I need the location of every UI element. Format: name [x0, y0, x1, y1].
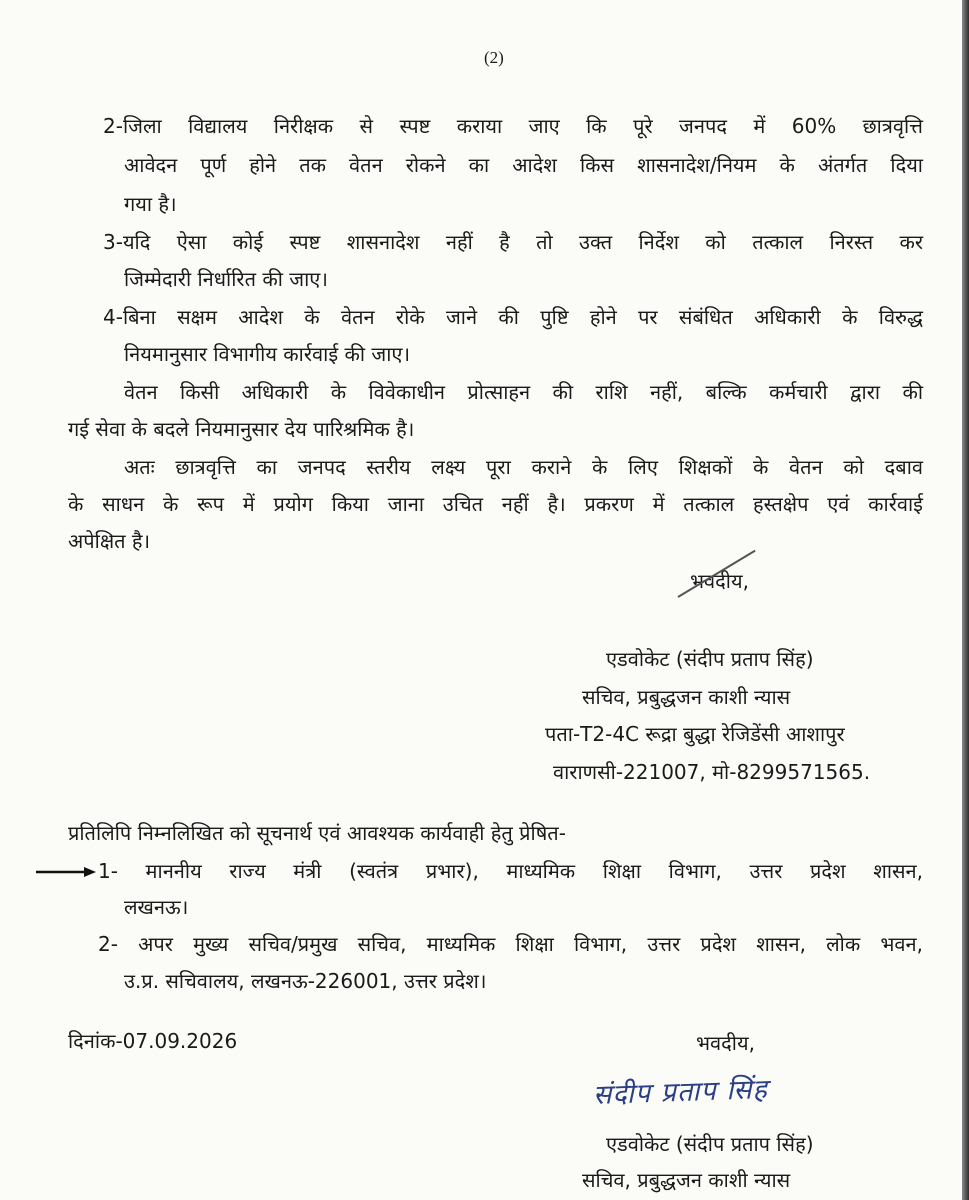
para-1-line-2: गई सेवा के बदले नियमानुसार देय पारिश्रमिक है। — [68, 417, 415, 441]
point-2-line-1: 2-जिला विद्यालय निरीक्षक से स्पष्ट कराया जाए कि पूरे जनपद में 60% छात्रवृत्ति — [103, 114, 923, 138]
signatory-name-2: एडवोकेट (संदीप प्रताप सिंह) — [606, 1132, 814, 1156]
point-4-line-2: नियमानुसार विभागीय कार्रवाई की जाए। — [124, 342, 411, 366]
signatory-name: एडवोकेट (संदीप प्रताप सिंह) — [606, 647, 814, 671]
copy-item-2-line-1: 2- अपर मुख्य सचिव/प्रमुख सचिव, माध्यमिक शिक्षा विभाग, उत्तर प्रदेश शासन, लोक भवन, — [98, 932, 923, 956]
point-2-line-3: गया है। — [124, 192, 177, 216]
closing-salutation-2: भवदीय, — [696, 1031, 755, 1055]
para-1-line-1: वेतन किसी अधिकारी के विवेकाधीन प्रोत्साहन की राशि नहीं, बल्कि कर्मचारी द्वारा की — [124, 380, 923, 404]
signatory-designation: सचिव, प्रबुद्धजन काशी न्यास — [582, 685, 791, 709]
para-2-line-3: अपेक्षित है। — [68, 529, 151, 553]
handwritten-signature: संदीप प्रताप सिंह — [592, 1073, 769, 1112]
point-4-line-1: 4-बिना सक्षम आदेश के वेतन रोके जाने की पुष्टि होने पर संबंधित अधिकारी के विरुद्ध — [103, 305, 923, 329]
signatory-designation-2: सचिव, प्रबुद्धजन काशी न्यास — [582, 1168, 791, 1192]
point-3-line-2: जिम्मेदारी निर्धारित की जाए। — [124, 267, 328, 291]
point-2-line-2: आवेदन पूर्ण होने तक वेतन रोकने का आदेश किस शासनादेश/नियम के अंतर्गत दिया — [124, 153, 923, 177]
para-2-line-2: के साधन के रूप में प्रयोग किया जाना उचित नहीं है। प्रकरण में तत्काल हस्तक्षेप एवं कार्रवाई — [68, 492, 923, 516]
page-edge-shadow — [962, 0, 969, 1200]
signatory-city-phone: वाराणसी-221007, मो-8299571565. — [553, 760, 871, 784]
closing-salutation: भवदीय, — [690, 569, 749, 593]
para-2-line-1: अतः छात्रवृत्ति का जनपद स्तरीय लक्ष्य पूरा कराने के लिए शिक्षकों के वेतन को दबाव — [124, 455, 923, 479]
copy-item-1-line-1: 1- माननीय राज्य मंत्री (स्वतंत्र प्रभार), माध्यमिक शिक्षा विभाग, उत्तर प्रदेश शासन, — [98, 859, 923, 883]
copy-item-1-line-2: लखनऊ। — [124, 895, 189, 919]
signatory-address: पता-T2-4C रूद्रा बुद्धा रेजिडेंसी आशापुर — [545, 722, 845, 746]
point-3-line-1: 3-यदि ऐसा कोई स्पष्ट शासनादेश नहीं है तो उक्त निर्देश को तत्काल निरस्त कर — [103, 230, 923, 254]
copy-item-2-line-2: उ.प्र. सचिवालय, लखनऊ-226001, उत्तर प्रदेश। — [124, 969, 487, 993]
page-number: (2) — [484, 48, 504, 67]
arrow-right-icon — [36, 866, 96, 878]
copy-heading: प्रतिलिपि निम्नलिखित को सूचनार्थ एवं आवश्यक कार्यवाही हेतु प्रेषित- — [68, 821, 566, 845]
letter-date: दिनांक-07.09.2026 — [68, 1029, 238, 1053]
